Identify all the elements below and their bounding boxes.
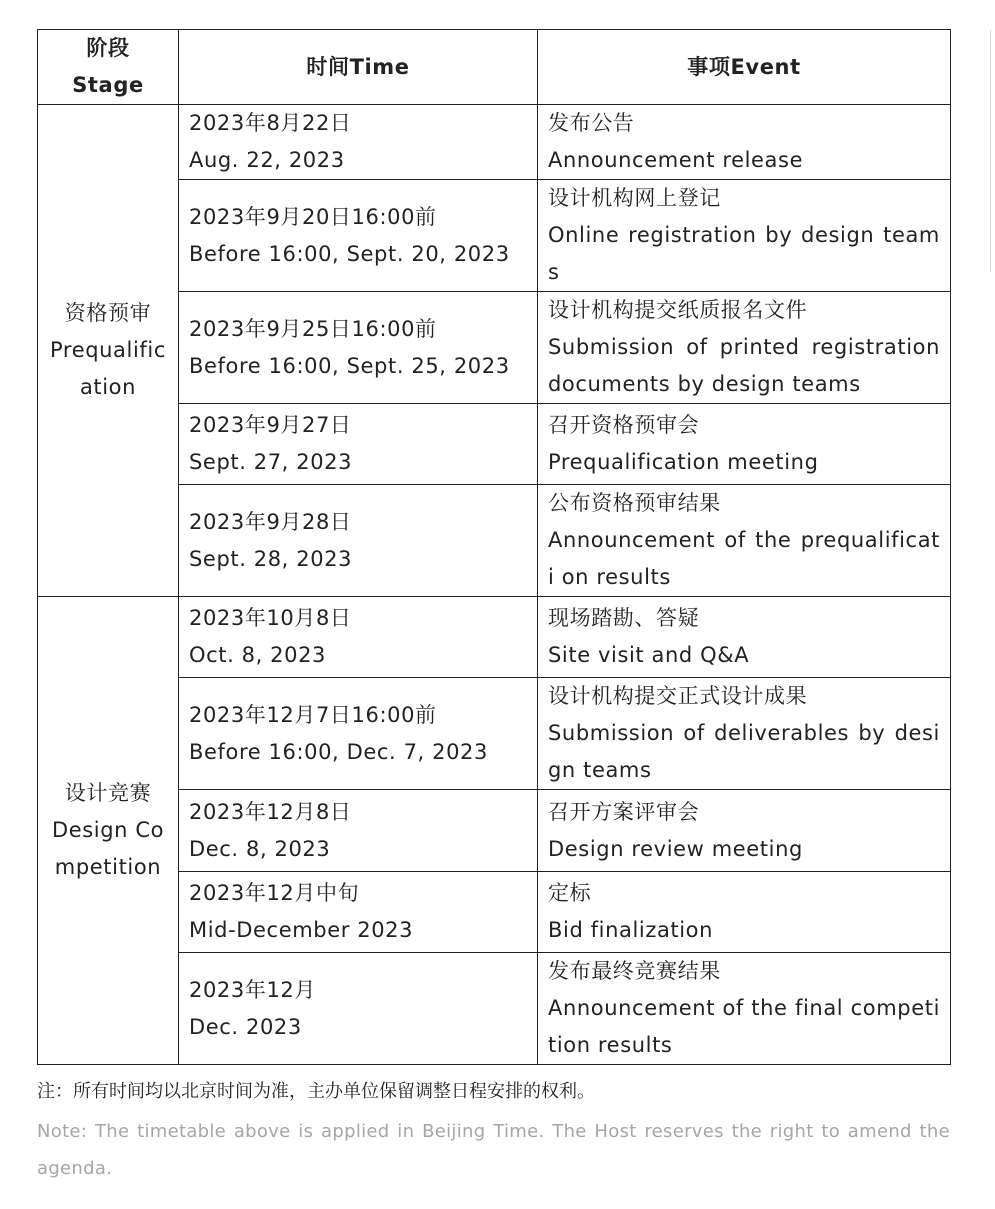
schedule-table — [37, 29, 951, 1065]
time-cell — [179, 678, 538, 790]
event-en: Submission of deliverables by desi gn teams — [548, 721, 940, 782]
event-en: Design review meeting — [548, 836, 803, 861]
time-cell — [179, 105, 538, 180]
time-en: Aug. 22, 2023 — [189, 148, 345, 172]
event-cn: 现场踏勘、答疑 — [548, 606, 700, 630]
time-en: Before 16:00, Sept. 20, 2023 — [189, 241, 510, 266]
stage-cn: 资格预审 — [64, 301, 152, 325]
event-en: Prequalification meeting — [548, 450, 819, 474]
time-cell — [179, 597, 538, 678]
stage-en: ation — [79, 375, 137, 399]
event-cell — [538, 790, 951, 872]
stage-en: Prequalific — [50, 338, 166, 362]
time-cn: 2023年12月中旬 — [189, 881, 360, 905]
time-en: Sept. 27, 2023 — [189, 450, 353, 474]
event-en: Submission of printed registration documents by design teams — [548, 335, 940, 396]
event-cell — [538, 678, 951, 790]
time-cell — [179, 180, 538, 292]
time-en: Before 16:00, Dec. 7, 2023 — [189, 739, 488, 764]
event-cn: 设计机构网上登记 — [548, 186, 721, 210]
footnote-cn: 注：所有时间均以北京时间为准，主办单位保留调整日程安排的权利。 — [37, 1081, 595, 1102]
stage-en: Design Co — [51, 818, 165, 842]
header-stage-cn: 阶段 — [86, 36, 130, 60]
event-en: Announcement of the prequalificati on results — [548, 528, 940, 589]
event-cell — [538, 485, 951, 597]
table-row — [38, 597, 951, 678]
event-cell — [538, 953, 951, 1065]
event-cn: 召开方案评审会 — [548, 799, 700, 824]
event-en: Announcement of the final competi tion results — [548, 996, 940, 1057]
event-cell — [538, 597, 951, 678]
header-event: 事项Event — [538, 30, 951, 105]
time-cell — [179, 872, 538, 953]
right-edge-divider — [990, 30, 991, 272]
time-cn: 2023年9月25日16:00前 — [189, 316, 437, 341]
time-en: Before 16:00, Sept. 25, 2023 — [189, 353, 510, 378]
time-cn: 2023年8月22日 — [189, 111, 352, 135]
event-en: Online registration by design team s — [548, 223, 940, 284]
time-cn: 2023年10月8日 — [189, 606, 352, 630]
stage-cn: 设计竞赛 — [64, 781, 152, 805]
time-cn: 2023年12月8日 — [189, 799, 352, 824]
time-en: Sept. 28, 2023 — [189, 546, 353, 571]
time-cn: 2023年12月 — [189, 977, 316, 1002]
time-en: Oct. 8, 2023 — [189, 643, 327, 667]
event-cn: 设计机构提交正式设计成果 — [548, 684, 808, 708]
header-stage — [38, 30, 179, 105]
event-cell — [538, 292, 951, 404]
time-cell — [179, 404, 538, 485]
time-cn: 2023年9月27日 — [189, 413, 352, 437]
event-cn: 发布公告 — [548, 111, 635, 135]
time-cell — [179, 292, 538, 404]
time-cn: 2023年12月7日16:00前 — [189, 702, 437, 727]
table-row — [38, 105, 951, 180]
event-en: Site visit and Q&A — [548, 643, 750, 667]
time-cn: 2023年9月28日 — [189, 509, 352, 534]
footnote-en: Note: The timetable above is applied in Beijing Time. The Host reserves the right to amend the agenda. — [37, 1121, 950, 1179]
event-cell — [538, 180, 951, 292]
event-cell — [538, 105, 951, 180]
event-cn: 设计机构提交纸质报名文件 — [548, 298, 808, 322]
event-en: Announcement release — [548, 148, 804, 172]
time-cn: 2023年9月20日16:00前 — [189, 204, 437, 229]
time-en: Dec. 8, 2023 — [189, 836, 331, 861]
event-cn: 定标 — [548, 881, 592, 905]
time-cell — [179, 790, 538, 872]
event-cn: 发布最终竞赛结果 — [548, 959, 721, 983]
stage-cell-prequalification — [38, 105, 179, 597]
event-cn: 公布资格预审结果 — [548, 491, 721, 515]
event-cell — [538, 872, 951, 953]
table-header-row — [38, 30, 951, 105]
event-cell — [538, 404, 951, 485]
event-cn: 召开资格预审会 — [548, 413, 700, 437]
header-stage-en: Stage — [72, 73, 144, 97]
stage-en: mpetition — [54, 855, 162, 879]
time-cell — [179, 485, 538, 597]
time-en: Mid-December 2023 — [189, 918, 414, 942]
event-en: Bid finalization — [548, 918, 714, 942]
time-cell — [179, 953, 538, 1065]
time-en: Dec. 2023 — [189, 1014, 302, 1039]
stage-cell-design-competition — [38, 597, 179, 1065]
header-time: 时间Time — [179, 30, 538, 105]
